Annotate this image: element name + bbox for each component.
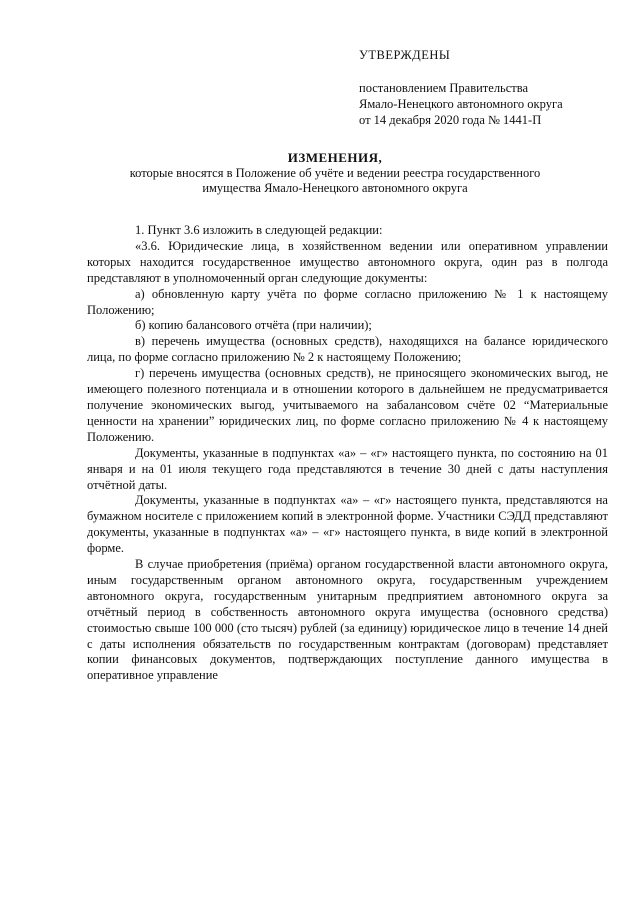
approved-heading: УТВЕРЖДЕНЫ: [359, 48, 451, 62]
paragraph-item-g: г) перечень имущества (основных средств), не приносящего экономических выгод, не имеющего полезного потенциала и в отношении которого в дальнейшем не предусматривается получение экономических выгод, учитываемого на забалансовом счёте 02 “Материальные ценности на хранении” юридических лиц, по форме согласно приложению № 4 к настоящему Положению.: [87, 366, 608, 444]
approval-stamp: [359, 47, 629, 128]
approval-line-3: от 14 декабря 2020 года № 1441-П: [359, 113, 542, 127]
paragraph-acquisition: В случае приобретения (приёма) органом государственной власти автономного округа, иным государственным органом автономного округа, государственным учреждением автономного округа, государственным унитарным предприятием автономного округа за отчётный период в собственность автономного округа имущества (основного средства) стоимостью свыше 100 000 (сто тысяч) рублей (за единицу) юридическое лицо в течение 14 дней с даты исполнения обязательств по государственным контрактам (договорам) представляет копии финансовых документов, подтверждающих поступление данного имущества в оперативное управление: [87, 557, 608, 683]
paragraph-item-a: а) обновленную карту учёта по форме согласно приложению № 1 к настоящему Положению;: [87, 286, 608, 317]
document-body: [87, 223, 608, 684]
paragraph-item-v: в) перечень имущества (основных средств), находящихся на балансе юридического лица, по форме согласно приложению № 2 к настоящему Положению;: [87, 334, 608, 365]
approval-line-1: постановлением Правительства: [359, 81, 529, 95]
paragraph-point-1: 1. Пункт 3.6 изложить в следующей редакции:: [135, 223, 383, 237]
document-title-block: [70, 150, 600, 196]
paragraph-format: Документы, указанные в подпунктах «а» – «г» настоящего пункта, представляются на бумажном носителе с приложением копий в электронной форме. Участники СЭДД представляют документы, указанные в подпунктах «а» – «г» настоящего пункта, в виде копий в электронной форме.: [87, 493, 608, 556]
paragraph-item-b: б) копию балансового отчёта (при наличии);: [135, 318, 372, 333]
paragraph-deadline: Документы, указанные в подпунктах «а» – «г» настоящего пункта, по состоянию на 01 января и на 01 июля текущего года представляются в течение 30 дней с даты наступления отчётной даты.: [87, 445, 608, 492]
approval-line-2: Ямало-Ненецкого автономного округа: [359, 97, 563, 111]
document-title: ИЗМЕНЕНИЯ,: [287, 150, 383, 165]
paragraph-clause-3-6: «3.6. Юридические лица, в хозяйственном ведении или оперативном управлении которых находится государственное имущество автономного округа, один раз в полгода представляют в уполномоченный орган следующие документы:: [87, 238, 608, 285]
document-subtitle-line-1: которые вносятся в Положение об учёте и ведении реестра государственного: [129, 166, 541, 180]
document-subtitle-line-2: имущества Ямало-Ненецкого автономного округа: [202, 181, 468, 195]
